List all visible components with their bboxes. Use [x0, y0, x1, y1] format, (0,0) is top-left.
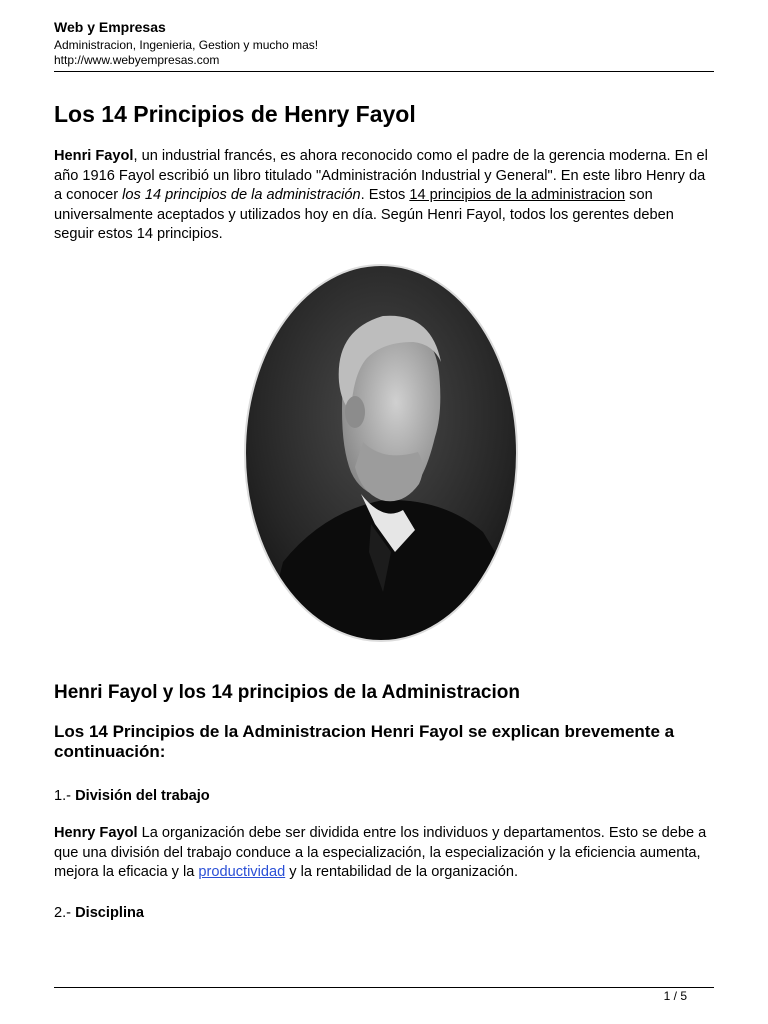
- site-url[interactable]: http://www.webyempresas.com: [54, 53, 220, 67]
- henri-fayol-portrait: [243, 262, 519, 644]
- productividad-link[interactable]: productividad: [198, 864, 286, 881]
- header-divider: [54, 71, 714, 72]
- site-title: Web y Empresas: [54, 19, 166, 35]
- section-heading: Henri Fayol y los 14 principios de la Administracion: [54, 682, 520, 703]
- principle-number: 1.-: [54, 788, 76, 804]
- sub-heading: Los 14 Principios de la Administracion Henri Fayol se explican brevemente a continuación:: [54, 722, 675, 761]
- article-title: Los 14 Principios de Henry Fayol: [54, 101, 416, 127]
- footer-divider: [54, 987, 714, 988]
- principle-1-text-1: La organización debe ser dividida entre los individuos y departamentos. Esto se debe a que una división del trabajo conduce a la especialización, la especialización y la eficiencia aumenta, mejora la eficacia y la: [54, 825, 707, 881]
- principle-number: 2.-: [54, 905, 76, 921]
- principle-1-body: [54, 824, 714, 883]
- intro-italic: los 14 principios de la administración: [122, 187, 361, 204]
- principle-item-1: [54, 788, 210, 804]
- principle-title: División del trabajo: [75, 788, 210, 804]
- intro-text-1: , un industrial francés, es ahora reconocido como el padre de la gerencia moderna. En el año 1916 Fayol escribió un libro titulado "Administración Industrial y General". En este libro Henry da a conocer: [54, 148, 708, 204]
- intro-paragraph: [54, 147, 714, 245]
- site-tagline: Administracion, Ingenieria, Gestion y mucho mas!: [54, 38, 319, 52]
- principle-item-2: [54, 905, 144, 921]
- page-indicator: 1 / 5: [663, 989, 687, 1003]
- principle-1-text-2: y la rentabilidad de la organización.: [285, 864, 519, 881]
- intro-bold-name: Henri Fayol: [54, 148, 134, 164]
- principle-title: Disciplina: [75, 905, 145, 921]
- principios-link[interactable]: 14 principios de la administracion: [409, 187, 626, 204]
- intro-text-3: son universalmente aceptados y utilizados hoy en día. Según Henri Fayol, todos los gerentes deben seguir estos 14 principios.: [54, 187, 674, 243]
- principle-1-bold-name: Henry Fayol: [54, 825, 138, 841]
- intro-text-2: . Estos: [360, 187, 410, 204]
